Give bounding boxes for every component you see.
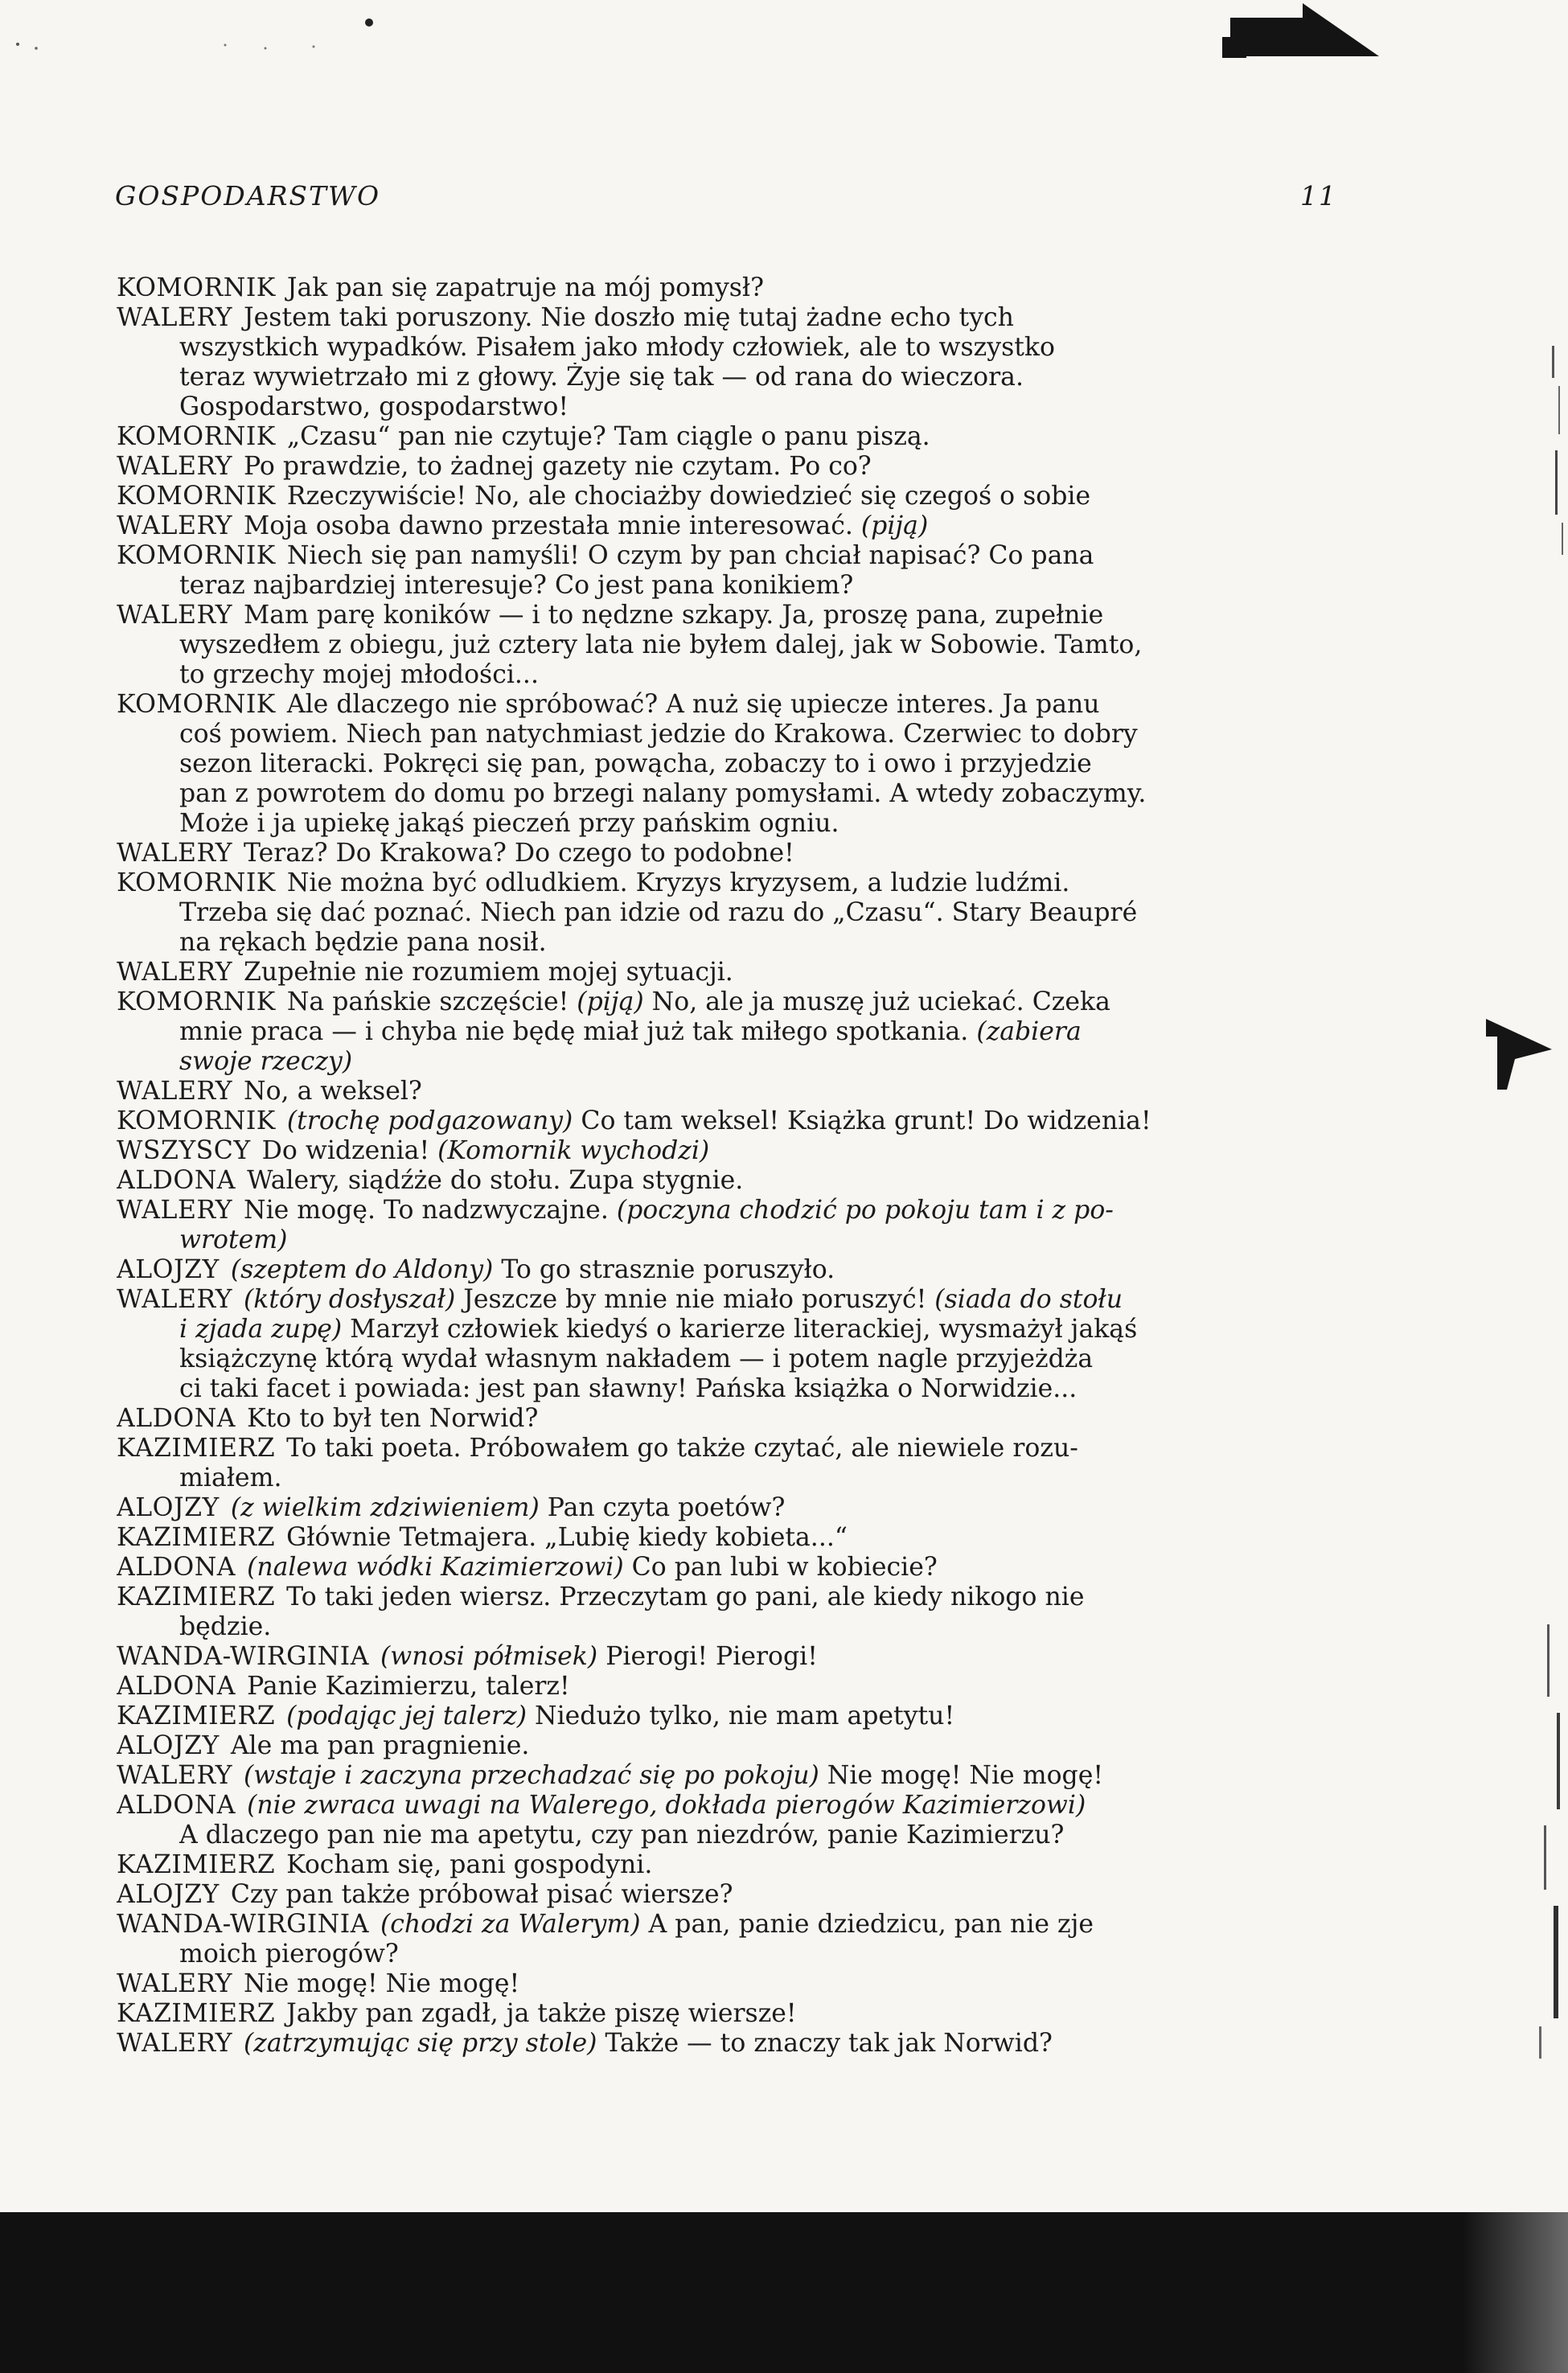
dialogue-line bbox=[117, 1523, 1339, 1553]
speaker-name: WSZYSCY bbox=[117, 1136, 251, 1165]
dialogue-line bbox=[117, 1434, 1339, 1464]
dialogue-text: teraz najbardziej interesuje? Co jest pana konikiem? bbox=[179, 571, 854, 600]
stage-direction: (wstaje i zaczyna przechadzać się po pokoju) bbox=[244, 1761, 819, 1790]
dialogue-text: Po prawdzie, to żadnej gazety nie czytam. Po co? bbox=[244, 452, 872, 481]
speaker-name: KAZIMIERZ bbox=[117, 1999, 276, 2028]
stage-direction: (nie zwraca uwagi na Walerego, dokłada pierogów Kazimierzowi) bbox=[247, 1791, 1086, 1820]
dialogue-continuation-line bbox=[117, 1047, 1339, 1077]
stage-direction: (podając jej talerz) bbox=[286, 1702, 527, 1730]
stage-direction: swoje rzeczy) bbox=[179, 1047, 353, 1076]
speaker-name: KOMORNIK bbox=[117, 273, 276, 302]
dialogue-line bbox=[117, 511, 1339, 541]
dialogue-text: wszystkich wypadków. Pisałem jako młody człowiek, ale to wszystko bbox=[179, 333, 1055, 362]
dialogue-text: teraz wywietrzało mi z głowy. Żyje się tak — od rana do wieczora. bbox=[179, 363, 1024, 392]
dialogue-continuation-line bbox=[117, 720, 1339, 749]
dialogue-text: To go strasznie poruszyło. bbox=[493, 1255, 835, 1284]
dialogue-line bbox=[117, 868, 1339, 898]
dialogue-text: Na pańskie szczęście! bbox=[286, 987, 569, 1016]
dialogue-text: Także — to znaczy tak jak Norwid? bbox=[597, 2029, 1053, 2058]
speaker-name: KOMORNIK bbox=[117, 541, 276, 570]
dialogue-line bbox=[117, 1255, 1339, 1285]
dialogue-continuation-line bbox=[117, 363, 1339, 392]
dialogue-line bbox=[117, 1672, 1339, 1702]
dialogue-text: Panie Kazimierzu, talerz! bbox=[247, 1672, 570, 1701]
dialogue-line bbox=[117, 1969, 1339, 1999]
stage-direction: wrotem) bbox=[179, 1226, 288, 1254]
dialogue-text: na rękach będzie pana nosił. bbox=[179, 928, 547, 957]
dialogue-line bbox=[117, 601, 1339, 630]
dialogue-line bbox=[117, 1702, 1339, 1731]
dialogue-line bbox=[117, 1196, 1339, 1226]
dialogue-text: Marzył człowiek kiedyś o karierze literackiej, wysmażył jakąś bbox=[342, 1315, 1138, 1344]
dialogue-text: ci taki facet i powiada: jest pan sławny! Pańska książka o Norwidzie... bbox=[179, 1374, 1077, 1403]
stage-direction: (nalewa wódki Kazimierzowi) bbox=[247, 1553, 624, 1582]
dialogue-line bbox=[117, 1910, 1339, 1940]
dialogue-text: coś powiem. Niech pan natychmiast jedzie do Krakowa. Czerwiec to dobry bbox=[179, 720, 1138, 749]
speaker-name: KOMORNIK bbox=[117, 482, 276, 511]
dialogue-text: mnie praca — i chyba nie będę miał już tak miłego spotkania. bbox=[179, 1017, 969, 1046]
dialogue-line bbox=[117, 1791, 1339, 1821]
dialogue-text: Teraz? Do Krakowa? Do czego to podobne! bbox=[244, 839, 794, 868]
dialogue-text: Walery, siądźże do stołu. Zupa stygnie. bbox=[247, 1166, 744, 1195]
speaker-name: KOMORNIK bbox=[117, 690, 276, 719]
dialogue-text: Nie mogę! Nie mogę! bbox=[244, 1969, 520, 1998]
speaker-name: WALERY bbox=[117, 1285, 233, 1314]
scan-blot-top-right bbox=[1206, 0, 1447, 72]
dialogue-text: Pierogi! Pierogi! bbox=[597, 1642, 818, 1671]
dialogue-text: „Czasu“ pan nie czytuje? Tam ciągle o panu piszą. bbox=[286, 422, 930, 451]
speaker-name: KAZIMIERZ bbox=[117, 1434, 276, 1463]
dialogue-text: Zupełnie nie rozumiem mojej sytuacji. bbox=[244, 958, 733, 987]
dialogue-line bbox=[117, 690, 1339, 720]
dialogue-text: Niedużo tylko, nie mam apetytu! bbox=[527, 1702, 955, 1730]
speaker-name: WALERY bbox=[117, 2029, 233, 2058]
speaker-name: ALDONA bbox=[117, 1791, 236, 1820]
dialogue-line bbox=[117, 1285, 1339, 1315]
scan-smudge-top-left bbox=[0, 0, 402, 72]
speaker-name: KAZIMIERZ bbox=[117, 1583, 276, 1611]
dialogue-line bbox=[117, 1166, 1339, 1196]
stage-direction: (piją) bbox=[569, 987, 644, 1016]
dialogue-continuation-line bbox=[117, 1226, 1339, 1255]
stage-direction: (z wielkim zdziwieniem) bbox=[230, 1493, 540, 1522]
dialogue-text: Może i ja upiekę jakąś pieczeń przy pańskim ogniu. bbox=[179, 809, 839, 838]
dialogue-continuation-line bbox=[117, 630, 1339, 660]
dialogue-text: To taki jeden wiersz. Przeczytam go pani, ale kiedy nikogo nie bbox=[286, 1583, 1085, 1611]
dialogue-text: Rzeczywiście! No, ale chociażby dowiedzieć się czegoś o sobie bbox=[286, 482, 1091, 511]
dialogue-text: A dlaczego pan nie ma apetytu, czy pan niezdrów, panie Kazimierzu? bbox=[179, 1821, 1065, 1850]
dialogue-continuation-line bbox=[117, 1940, 1339, 1969]
speaker-name: WALERY bbox=[117, 452, 233, 481]
dialogue-line bbox=[117, 1642, 1339, 1672]
dialogue-line bbox=[117, 1404, 1339, 1434]
dialogue-line bbox=[117, 2029, 1339, 2059]
dialogue-continuation-line bbox=[117, 898, 1339, 928]
dialogue-text: wyszedłem z obiegu, już cztery lata nie byłem dalej, jak w Sobowie. Tamto, bbox=[179, 630, 1143, 659]
dialogue-continuation-line bbox=[117, 571, 1339, 601]
dialogue-line bbox=[117, 1553, 1339, 1583]
dialogue-line bbox=[117, 987, 1339, 1017]
speaker-name: WALERY bbox=[117, 511, 233, 540]
dialogue-text: No, a weksel? bbox=[244, 1077, 422, 1106]
dialogue-line bbox=[117, 1880, 1339, 1910]
dialogue-text: Jak pan się zapatruje na mój pomysł? bbox=[286, 273, 765, 302]
dialogue-line bbox=[117, 1850, 1339, 1880]
stage-direction: (poczyna chodzić po pokoju tam i z po- bbox=[608, 1196, 1114, 1225]
speaker-name: ALOJZY bbox=[117, 1493, 220, 1522]
speaker-name: ALDONA bbox=[117, 1672, 236, 1701]
dialogue-continuation-line bbox=[117, 333, 1339, 363]
stage-direction: (który dosłyszał) bbox=[244, 1285, 456, 1314]
stage-direction: (szeptem do Aldony) bbox=[230, 1255, 494, 1284]
page-number: 11 bbox=[1300, 180, 1337, 211]
dialogue-text: Trzeba się dać poznać. Niech pan idzie od razu do „Czasu“. Stary Beaupré bbox=[179, 898, 1138, 927]
dialogue-text: Co pan lubi w kobiecie? bbox=[623, 1553, 938, 1582]
dialogue-text: sezon literacki. Pokręci się pan, powącha, zobaczy to i owo i przyjedzie bbox=[179, 749, 1092, 778]
dialogue-text: miałem. bbox=[179, 1464, 282, 1492]
dialogue-text: Moja osoba dawno przestała mnie interesować. bbox=[244, 511, 853, 540]
play-text bbox=[117, 273, 1339, 2059]
dialogue-continuation-line bbox=[117, 928, 1339, 958]
dialogue-text: Jestem taki poruszony. Nie doszło mię tutaj żadne echo tych bbox=[244, 303, 1014, 332]
dialogue-text: Jakby pan zgadł, ja także piszę wiersze! bbox=[286, 1999, 797, 2028]
dialogue-line bbox=[117, 1999, 1339, 2029]
dialogue-text: Nie mogę. To nadzwyczajne. bbox=[244, 1196, 609, 1225]
speaker-name: WALERY bbox=[117, 958, 233, 987]
running-header bbox=[115, 180, 1337, 222]
stage-direction: (chodzi za Walerym) bbox=[380, 1910, 641, 1939]
dialogue-text: A pan, panie dziedzicu, pan nie zje bbox=[640, 1910, 1094, 1939]
scan-bottom-black-band bbox=[0, 2212, 1568, 2373]
dialogue-continuation-line bbox=[117, 1464, 1339, 1493]
speaker-name: KAZIMIERZ bbox=[117, 1850, 276, 1879]
dialogue-text: Niech się pan namyśli! O czym by pan chciał napisać? Co pana bbox=[286, 541, 1094, 570]
dialogue-text: Jeszcze by mnie nie miało poruszyć! bbox=[455, 1285, 927, 1314]
stage-direction: (piją) bbox=[852, 511, 929, 540]
dialogue-text: Nie mogę! Nie mogę! bbox=[819, 1761, 1104, 1790]
stage-direction: (siada do stołu bbox=[926, 1285, 1123, 1314]
dialogue-text: Kto to był ten Norwid? bbox=[247, 1404, 539, 1433]
speaker-name: ALDONA bbox=[117, 1166, 236, 1195]
dialogue-line bbox=[117, 273, 1339, 303]
speaker-name: WALERY bbox=[117, 601, 233, 630]
scan-arrow-mark-right bbox=[1483, 1009, 1555, 1098]
dialogue-text: Co tam weksel! Książka grunt! Do widzenia! bbox=[573, 1106, 1151, 1135]
dialogue-line bbox=[117, 1583, 1339, 1612]
scan-edge-noise-upper bbox=[1520, 330, 1568, 571]
dialogue-line bbox=[117, 839, 1339, 868]
speaker-name: ALDONA bbox=[117, 1404, 236, 1433]
dialogue-continuation-line bbox=[117, 809, 1339, 839]
dialogue-text: książczynę którą wydał własnym nakładem — i potem nagle przyjeżdża bbox=[179, 1345, 1094, 1373]
dialogue-continuation-line bbox=[117, 1821, 1339, 1850]
dialogue-continuation-line bbox=[117, 660, 1339, 690]
speaker-name: ALDONA bbox=[117, 1553, 236, 1582]
dialogue-line bbox=[117, 541, 1339, 571]
dialogue-text: Gospodarstwo, gospodarstwo! bbox=[179, 392, 569, 421]
speaker-name: WALERY bbox=[117, 1761, 233, 1790]
speaker-name: WALERY bbox=[117, 1196, 233, 1225]
stage-direction: i zjada zupę) bbox=[179, 1315, 343, 1344]
speaker-name: WALERY bbox=[117, 1969, 233, 1998]
dialogue-text: Kocham się, pani gospodyni. bbox=[286, 1850, 653, 1879]
dialogue-continuation-line bbox=[117, 1017, 1339, 1047]
dialogue-text: będzie. bbox=[179, 1612, 272, 1641]
dialogue-line bbox=[117, 1731, 1339, 1761]
scan-band-fade bbox=[1463, 2212, 1568, 2373]
dialogue-continuation-line bbox=[117, 779, 1339, 809]
dialogue-line bbox=[117, 1493, 1339, 1523]
speaker-name: WANDA-WIRGINIA bbox=[117, 1910, 369, 1939]
dialogue-text: Czy pan także próbował pisać wiersze? bbox=[230, 1880, 733, 1909]
dialogue-line bbox=[117, 482, 1339, 511]
dialogue-continuation-line bbox=[117, 1315, 1339, 1345]
scan-edge-noise-lower bbox=[1520, 1616, 1568, 2067]
running-title: GOSPODARSTWO bbox=[115, 180, 381, 211]
dialogue-line bbox=[117, 452, 1339, 482]
dialogue-line bbox=[117, 958, 1339, 987]
speaker-name: ALOJZY bbox=[117, 1731, 220, 1760]
speaker-name: ALOJZY bbox=[117, 1880, 220, 1909]
dialogue-line bbox=[117, 422, 1339, 452]
dialogue-line bbox=[117, 1136, 1339, 1166]
speaker-name: WALERY bbox=[117, 839, 233, 868]
dialogue-line bbox=[117, 303, 1339, 333]
dialogue-text: pan z powrotem do domu po brzegi nalany pomysłami. A wtedy zobaczymy. bbox=[179, 779, 1147, 808]
dialogue-line bbox=[117, 1077, 1339, 1106]
dialogue-line bbox=[117, 1761, 1339, 1791]
dialogue-continuation-line bbox=[117, 392, 1339, 422]
dialogue-line bbox=[117, 1106, 1339, 1136]
dialogue-text: Ale ma pan pragnienie. bbox=[230, 1731, 530, 1760]
dialogue-continuation-line bbox=[117, 1345, 1339, 1374]
stage-direction: (trochę podgazowany) bbox=[286, 1106, 573, 1135]
dialogue-text: Pan czyta poetów? bbox=[539, 1493, 786, 1522]
speaker-name: KOMORNIK bbox=[117, 987, 276, 1016]
stage-direction: (zatrzymując się przy stole) bbox=[244, 2029, 597, 2058]
speaker-name: KAZIMIERZ bbox=[117, 1523, 276, 1552]
dialogue-text: To taki poeta. Próbowałem go także czytać, ale niewiele rozu- bbox=[286, 1434, 1078, 1463]
stage-direction: (zabiera bbox=[968, 1017, 1082, 1046]
speaker-name: WANDA-WIRGINIA bbox=[117, 1642, 369, 1671]
speaker-name: ALOJZY bbox=[117, 1255, 220, 1284]
dialogue-continuation-line bbox=[117, 749, 1339, 779]
speaker-name: KOMORNIK bbox=[117, 422, 276, 451]
speaker-name: WALERY bbox=[117, 303, 233, 332]
dialogue-text: moich pierogów? bbox=[179, 1940, 399, 1969]
dialogue-text: to grzechy mojej młodości... bbox=[179, 660, 539, 689]
stage-direction: (wnosi półmisek) bbox=[380, 1642, 598, 1671]
dialogue-continuation-line bbox=[117, 1612, 1339, 1642]
dialogue-text: Mam parę koników — i to nędzne szkapy. Ja, proszę pana, zupełnie bbox=[244, 601, 1104, 630]
speaker-name: KOMORNIK bbox=[117, 868, 276, 897]
stage-direction: (Komornik wychodzi) bbox=[429, 1136, 710, 1165]
dialogue-text: Nie można być odludkiem. Kryzys kryzysem, a ludzie ludźmi. bbox=[286, 868, 1070, 897]
dialogue-text: Ale dlaczego nie spróbować? A nuż się upiecze interes. Ja panu bbox=[286, 690, 1100, 719]
dialogue-text: Głównie Tetmajera. „Lubię kiedy kobieta...“ bbox=[286, 1523, 848, 1552]
dialogue-text: No, ale ja muszę już uciekać. Czeka bbox=[643, 987, 1110, 1016]
dialogue-text: Do widzenia! bbox=[261, 1136, 430, 1165]
speaker-name: WALERY bbox=[117, 1077, 233, 1106]
speaker-name: KAZIMIERZ bbox=[117, 1702, 276, 1730]
dialogue-continuation-line bbox=[117, 1374, 1339, 1404]
speaker-name: KOMORNIK bbox=[117, 1106, 276, 1135]
